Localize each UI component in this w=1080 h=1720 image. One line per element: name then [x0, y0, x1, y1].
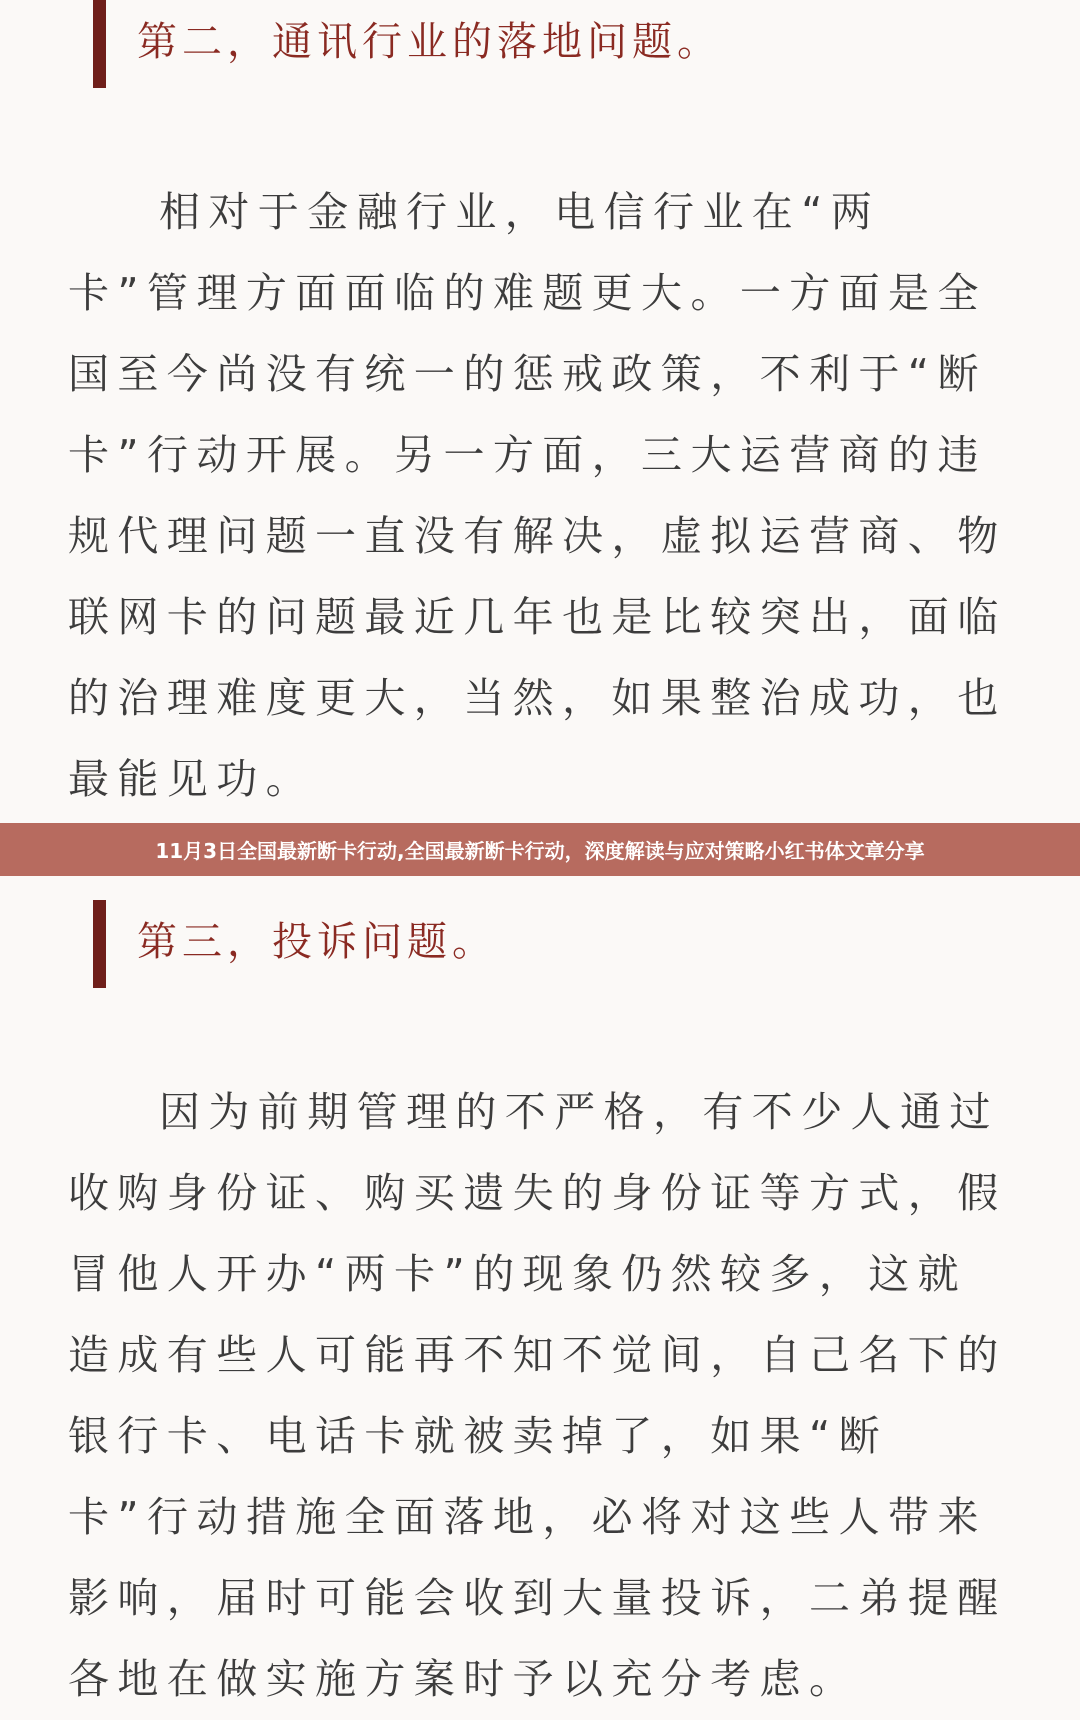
section-2-paragraph: 相对于金融行业，电信行业在“两卡”管理方面面临的难题更大。一方面是全国至今尚没有统一的惩戒政策，不利于“断卡”行动开展。另一方面，三大运营商的违规代理问题一直没有解决，虚拟运营商、物联网卡的问题最近几年也是比较突出，面临的治理难度更大，当然，如果整治成功，也最能见功。 [68, 188, 1007, 803]
section-2-title: 第二，通讯行业的落地问题。 [137, 19, 722, 65]
heading-accent-bar [93, 0, 106, 88]
section-3-title: 第三，投诉问题。 [137, 919, 497, 965]
article-title-banner [0, 823, 1080, 876]
heading-accent-bar [93, 900, 106, 988]
section-3-paragraph: 因为前期管理的不严格，有不少人通过收购身份证、购买遗失的身份证等方式，假冒他人开办“两卡”的现象仍然较多，这就造成有些人可能再不知不觉间，自己名下的银行卡、电话卡就被卖掉了，如果“断卡”行动措施全面落地，必将对这些人带来影响，届时可能会收到大量投诉，二弟提醒各地在做实施方案时予以充分考虑。 [68, 1088, 1007, 1703]
article-title: 11月3日全国最新断卡行动,全国最新断卡行动，深度解读与应对策略小红书体文章分享 [155, 839, 925, 863]
section-3-heading [93, 900, 993, 988]
section-2-heading [93, 0, 993, 88]
